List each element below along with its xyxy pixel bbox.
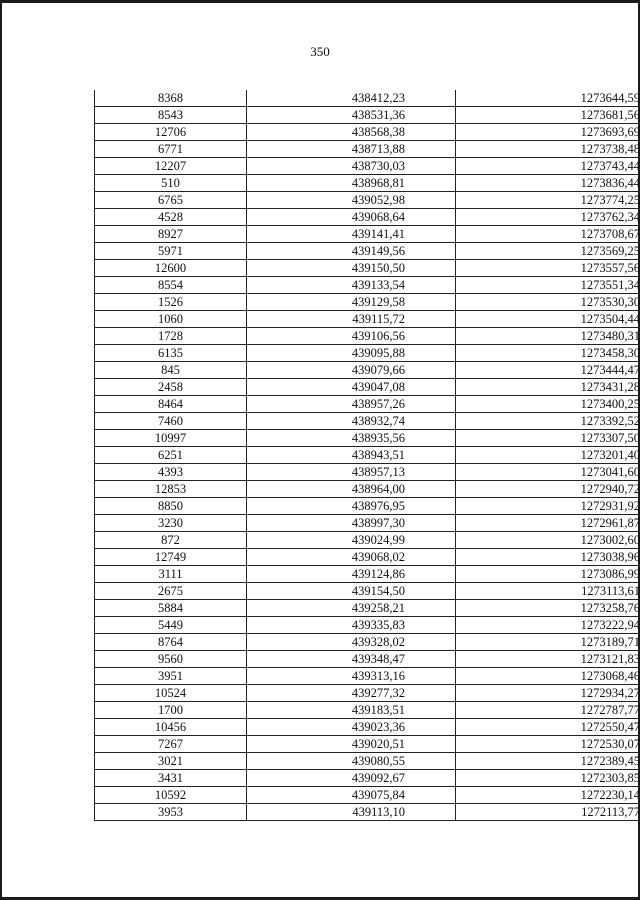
y-coordinate-cell: 1272389,45 (456, 753, 640, 770)
y-coordinate-cell: 1273038,96 (456, 549, 640, 566)
point-id-cell: 4528 (95, 209, 247, 226)
x-coordinate-cell: 439150,50 (247, 260, 456, 277)
point-id-cell: 12207 (95, 158, 247, 175)
x-coordinate-cell: 439129,58 (247, 294, 456, 311)
x-coordinate-cell: 438968,81 (247, 175, 456, 192)
x-coordinate-cell: 439313,16 (247, 668, 456, 685)
point-id-cell: 8464 (95, 396, 247, 413)
x-coordinate-cell: 438964,00 (247, 481, 456, 498)
point-id-cell: 1060 (95, 311, 247, 328)
table-row (95, 430, 640, 447)
point-id-cell: 10524 (95, 685, 247, 702)
x-coordinate-cell: 438976,95 (247, 498, 456, 515)
x-coordinate-cell: 439068,64 (247, 209, 456, 226)
scan-border-left (0, 0, 2, 900)
point-id-cell: 3111 (95, 566, 247, 583)
x-coordinate-cell: 439079,66 (247, 362, 456, 379)
x-coordinate-cell: 439075,84 (247, 787, 456, 804)
x-coordinate-cell: 439348,47 (247, 651, 456, 668)
y-coordinate-cell: 1272940,72 (456, 481, 640, 498)
table-row (95, 90, 640, 107)
point-id-cell: 12749 (95, 549, 247, 566)
table-row (95, 413, 640, 430)
table-row (95, 634, 640, 651)
point-id-cell: 4393 (95, 464, 247, 481)
table-row (95, 549, 640, 566)
table-row (95, 770, 640, 787)
point-id-cell: 9560 (95, 651, 247, 668)
coordinates-table-container (94, 90, 640, 821)
y-coordinate-cell: 1272230,14 (456, 787, 640, 804)
y-coordinate-cell: 1273693,69 (456, 124, 640, 141)
point-id-cell: 8368 (95, 90, 247, 107)
point-id-cell: 8554 (95, 277, 247, 294)
table-row (95, 277, 640, 294)
y-coordinate-cell: 1273569,25 (456, 243, 640, 260)
y-coordinate-cell: 1273002,60 (456, 532, 640, 549)
table-row (95, 209, 640, 226)
y-coordinate-cell: 1272303,85 (456, 770, 640, 787)
point-id-cell: 6251 (95, 447, 247, 464)
y-coordinate-cell: 1272530,07 (456, 736, 640, 753)
table-row (95, 736, 640, 753)
table-row (95, 175, 640, 192)
x-coordinate-cell: 439020,51 (247, 736, 456, 753)
x-coordinate-cell: 439092,67 (247, 770, 456, 787)
point-id-cell: 5449 (95, 617, 247, 634)
table-row (95, 158, 640, 175)
y-coordinate-cell: 1273431,28 (456, 379, 640, 396)
point-id-cell: 872 (95, 532, 247, 549)
point-id-cell: 7460 (95, 413, 247, 430)
table-row (95, 617, 640, 634)
y-coordinate-cell: 1273458,30 (456, 345, 640, 362)
y-coordinate-cell: 1273836,44 (456, 175, 640, 192)
table-row (95, 447, 640, 464)
x-coordinate-cell: 438957,26 (247, 396, 456, 413)
point-id-cell: 1700 (95, 702, 247, 719)
x-coordinate-cell: 439335,83 (247, 617, 456, 634)
x-coordinate-cell: 438713,88 (247, 141, 456, 158)
x-coordinate-cell: 439080,55 (247, 753, 456, 770)
y-coordinate-cell: 1273307,50 (456, 430, 640, 447)
table-row (95, 192, 640, 209)
point-id-cell: 3953 (95, 804, 247, 821)
y-coordinate-cell: 1273222,94 (456, 617, 640, 634)
point-id-cell: 10456 (95, 719, 247, 736)
table-row (95, 719, 640, 736)
x-coordinate-cell: 439047,08 (247, 379, 456, 396)
point-id-cell: 8543 (95, 107, 247, 124)
point-id-cell: 10592 (95, 787, 247, 804)
y-coordinate-cell: 1272934,27 (456, 685, 640, 702)
point-id-cell: 1728 (95, 328, 247, 345)
table-row (95, 651, 640, 668)
y-coordinate-cell: 1273557,56 (456, 260, 640, 277)
table-row (95, 515, 640, 532)
point-id-cell: 3021 (95, 753, 247, 770)
y-coordinate-cell: 1273504,44 (456, 311, 640, 328)
point-id-cell: 12600 (95, 260, 247, 277)
table-row (95, 226, 640, 243)
page-number: 350 (310, 44, 330, 59)
table-row (95, 362, 640, 379)
table-row (95, 583, 640, 600)
point-id-cell: 8850 (95, 498, 247, 515)
table-row (95, 464, 640, 481)
x-coordinate-cell: 438935,56 (247, 430, 456, 447)
y-coordinate-cell: 1273392,52 (456, 413, 640, 430)
table-row (95, 328, 640, 345)
point-id-cell: 845 (95, 362, 247, 379)
x-coordinate-cell: 439115,72 (247, 311, 456, 328)
x-coordinate-cell: 439113,10 (247, 804, 456, 821)
table-row (95, 753, 640, 770)
x-coordinate-cell: 439095,88 (247, 345, 456, 362)
table-row (95, 787, 640, 804)
x-coordinate-cell: 439183,51 (247, 702, 456, 719)
x-coordinate-cell: 438412,23 (247, 90, 456, 107)
table-row (95, 685, 640, 702)
y-coordinate-cell: 1272550,47 (456, 719, 640, 736)
x-coordinate-cell: 439154,50 (247, 583, 456, 600)
table-row (95, 107, 640, 124)
y-coordinate-cell: 1273480,31 (456, 328, 640, 345)
x-coordinate-cell: 438957,13 (247, 464, 456, 481)
x-coordinate-cell: 438943,51 (247, 447, 456, 464)
table-row (95, 396, 640, 413)
x-coordinate-cell: 438997,30 (247, 515, 456, 532)
table-row (95, 260, 640, 277)
x-coordinate-cell: 438531,36 (247, 107, 456, 124)
x-coordinate-cell: 438932,74 (247, 413, 456, 430)
point-id-cell: 3951 (95, 668, 247, 685)
y-coordinate-cell: 1273530,30 (456, 294, 640, 311)
point-id-cell: 7267 (95, 736, 247, 753)
point-id-cell: 8927 (95, 226, 247, 243)
x-coordinate-cell: 439258,21 (247, 600, 456, 617)
x-coordinate-cell: 439106,56 (247, 328, 456, 345)
y-coordinate-cell: 1273762,34 (456, 209, 640, 226)
y-coordinate-cell: 1273086,99 (456, 566, 640, 583)
x-coordinate-cell: 439277,32 (247, 685, 456, 702)
table-row (95, 804, 640, 821)
point-id-cell: 12706 (95, 124, 247, 141)
point-id-cell: 5884 (95, 600, 247, 617)
y-coordinate-cell: 1273774,25 (456, 192, 640, 209)
table-row (95, 532, 640, 549)
point-id-cell: 6765 (95, 192, 247, 209)
y-coordinate-cell: 1273258,76 (456, 600, 640, 617)
point-id-cell: 510 (95, 175, 247, 192)
x-coordinate-cell: 439023,36 (247, 719, 456, 736)
x-coordinate-cell: 439024,99 (247, 532, 456, 549)
y-coordinate-cell: 1273113,61 (456, 583, 640, 600)
x-coordinate-cell: 439052,98 (247, 192, 456, 209)
coordinates-table (94, 90, 640, 821)
table-row (95, 600, 640, 617)
x-coordinate-cell: 439141,41 (247, 226, 456, 243)
table-row (95, 481, 640, 498)
point-id-cell: 3431 (95, 770, 247, 787)
y-coordinate-cell: 1273551,34 (456, 277, 640, 294)
x-coordinate-cell: 439149,56 (247, 243, 456, 260)
point-id-cell: 3230 (95, 515, 247, 532)
y-coordinate-cell: 1273189,71 (456, 634, 640, 651)
point-id-cell: 6135 (95, 345, 247, 362)
x-coordinate-cell: 438568,38 (247, 124, 456, 141)
y-coordinate-cell: 1273444,47 (456, 362, 640, 379)
y-coordinate-cell: 1273708,67 (456, 226, 640, 243)
x-coordinate-cell: 439328,02 (247, 634, 456, 651)
table-row (95, 124, 640, 141)
y-coordinate-cell: 1273041,60 (456, 464, 640, 481)
point-id-cell: 6771 (95, 141, 247, 158)
table-row (95, 566, 640, 583)
scan-border-top (0, 0, 640, 3)
x-coordinate-cell: 439124,86 (247, 566, 456, 583)
point-id-cell: 2458 (95, 379, 247, 396)
point-id-cell: 2675 (95, 583, 247, 600)
table-row (95, 498, 640, 515)
point-id-cell: 5971 (95, 243, 247, 260)
y-coordinate-cell: 1272113,77 (456, 804, 640, 821)
table-row (95, 141, 640, 158)
point-id-cell: 12853 (95, 481, 247, 498)
coordinates-table-body (95, 90, 640, 821)
point-id-cell: 8764 (95, 634, 247, 651)
y-coordinate-cell: 1273121,83 (456, 651, 640, 668)
table-row (95, 311, 640, 328)
y-coordinate-cell: 1273743,44 (456, 158, 640, 175)
y-coordinate-cell: 1272961,87 (456, 515, 640, 532)
table-row (95, 379, 640, 396)
point-id-cell: 10997 (95, 430, 247, 447)
y-coordinate-cell: 1272787,77 (456, 702, 640, 719)
point-id-cell: 1526 (95, 294, 247, 311)
y-coordinate-cell: 1273201,40 (456, 447, 640, 464)
y-coordinate-cell: 1273644,59 (456, 90, 640, 107)
table-row (95, 294, 640, 311)
y-coordinate-cell: 1273738,48 (456, 141, 640, 158)
x-coordinate-cell: 438730,03 (247, 158, 456, 175)
x-coordinate-cell: 439133,54 (247, 277, 456, 294)
y-coordinate-cell: 1273681,56 (456, 107, 640, 124)
table-row (95, 345, 640, 362)
table-row (95, 702, 640, 719)
table-row (95, 243, 640, 260)
y-coordinate-cell: 1273400,25 (456, 396, 640, 413)
y-coordinate-cell: 1272931,92 (456, 498, 640, 515)
y-coordinate-cell: 1273068,46 (456, 668, 640, 685)
table-row (95, 668, 640, 685)
x-coordinate-cell: 439068,02 (247, 549, 456, 566)
